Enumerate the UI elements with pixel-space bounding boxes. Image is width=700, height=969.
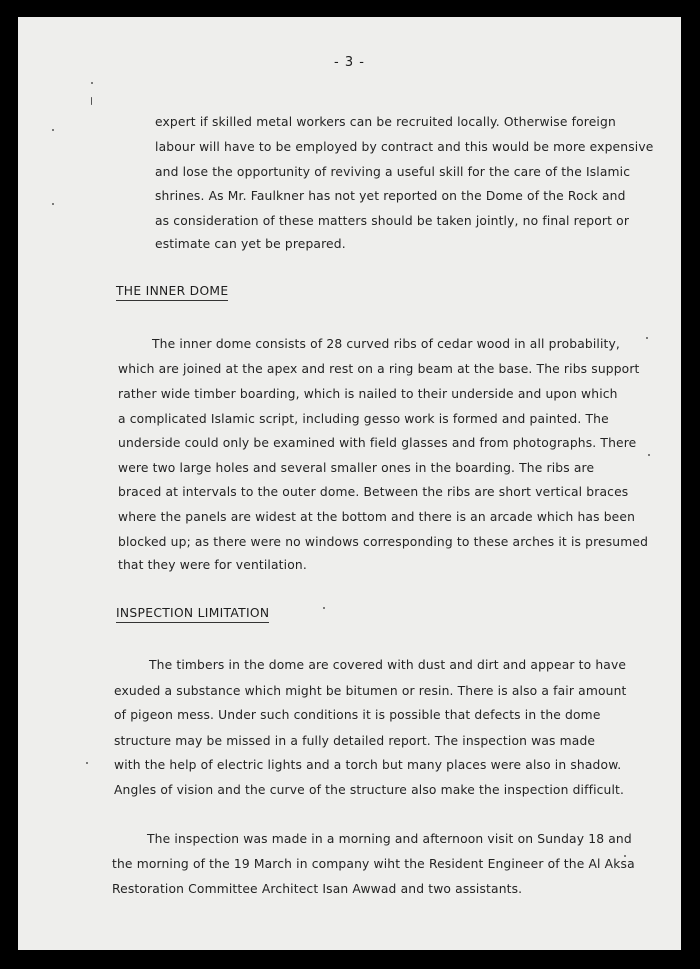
text-line: where the panels are widest at the bottom and there is an arcade which has been: [118, 510, 636, 524]
scan-speck: [91, 97, 92, 105]
document-page: [18, 17, 681, 950]
scan-speck: [648, 454, 650, 456]
section-heading-inspection-limitation: INSPECTION LIMITATION: [116, 606, 269, 623]
text-line: of pigeon mess. Under such conditions it is possible that defects in the dome: [114, 708, 601, 722]
text-line: the morning of the 19 March in company wiht the Resident Engineer of the Al Aksa: [112, 857, 635, 871]
text-line: rather wide timber boarding, which is nailed to their underside and upon which: [118, 387, 618, 401]
scan-speck: [52, 203, 54, 205]
text-line: structure may be missed in a fully detailed report. The inspection was made: [114, 734, 596, 748]
text-line: with the help of electric lights and a torch but many places were also in shadow.: [114, 758, 622, 772]
page-number: - 3 -: [334, 55, 365, 70]
scan-speck: [646, 337, 648, 339]
text-line: Restoration Committee Architect Isan Awwad and two assistants.: [112, 882, 523, 896]
text-line: and lose the opportunity of reviving a useful skill for the care of the Islamic: [155, 165, 631, 179]
text-line: The timbers in the dome are covered with dust and dirt and appear to have: [149, 658, 627, 672]
text-line: The inner dome consists of 28 curved ribs of cedar wood in all probability,: [152, 337, 620, 351]
text-line: labour will have to be employed by contract and this would be more expensive: [155, 140, 654, 154]
text-line: exuded a substance which might be bitumen or resin. There is also a fair amount: [114, 684, 627, 698]
scan-speck: [91, 82, 93, 84]
text-line: expert if skilled metal workers can be recruited locally. Otherwise foreign: [155, 115, 616, 129]
text-line: a complicated Islamic script, including gesso work is formed and painted. The: [118, 412, 609, 426]
text-line: shrines. As Mr. Faulkner has not yet reported on the Dome of the Rock and: [155, 189, 626, 203]
text-line: braced at intervals to the outer dome. Between the ribs are short vertical braces: [118, 485, 629, 499]
section-heading-inner-dome: THE INNER DOME: [116, 284, 228, 301]
text-line: The inspection was made in a morning and afternoon visit on Sunday 18 and: [147, 832, 632, 846]
scan-speck: [624, 855, 626, 857]
text-line: estimate can yet be prepared.: [155, 237, 346, 251]
text-line: blocked up; as there were no windows corresponding to these arches it is presumed: [118, 535, 649, 549]
text-line: which are joined at the apex and rest on a ring beam at the base. The ribs support: [118, 362, 640, 376]
text-line: Angles of vision and the curve of the structure also make the inspection difficult.: [114, 783, 625, 797]
text-line: as consideration of these matters should be taken jointly, no final report or: [155, 214, 630, 228]
scan-speck: [86, 762, 88, 764]
scan-speck: [323, 607, 325, 609]
scan-speck: [52, 129, 54, 131]
text-line: were two large holes and several smaller ones in the boarding. The ribs are: [118, 461, 595, 475]
text-line: underside could only be examined with field glasses and from photographs. There: [118, 436, 637, 450]
text-line: that they were for ventilation.: [118, 558, 307, 572]
